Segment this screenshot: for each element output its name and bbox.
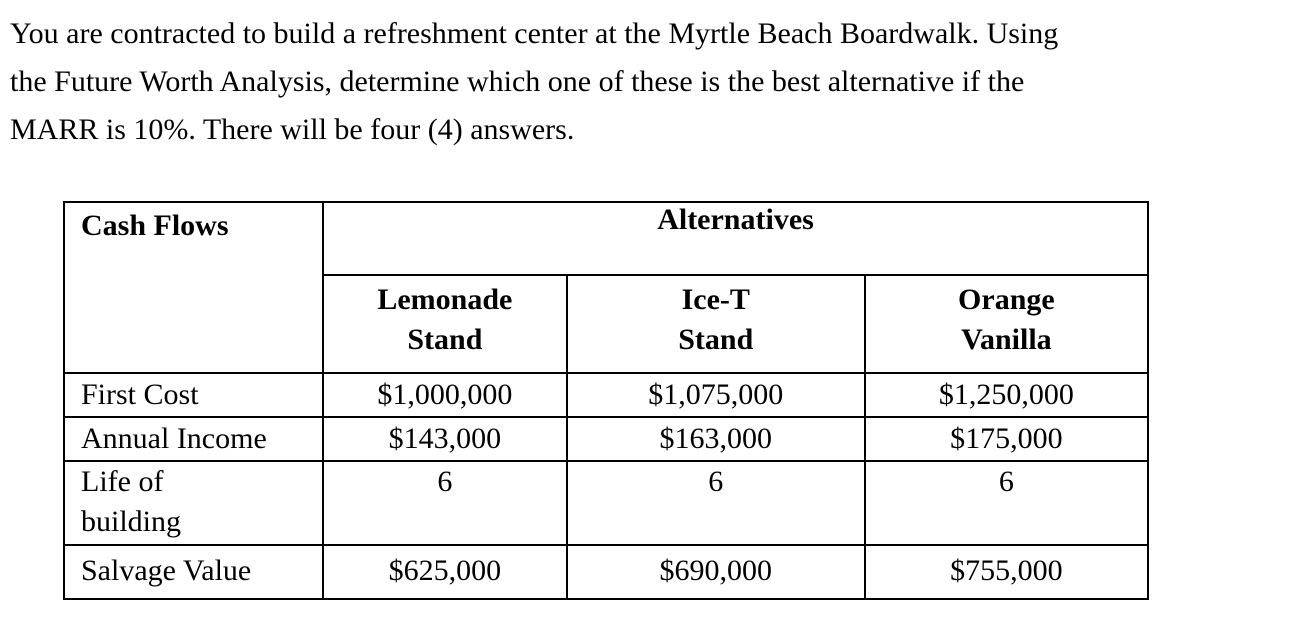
row-label: Life of building [64, 461, 323, 545]
table-header-row [64, 202, 1148, 275]
problem-line-3: MARR is 10%. There will be four (4) answers. [10, 113, 575, 146]
cell-value: $175,000 [865, 417, 1148, 461]
problem-line-2: the Future Worth Analysis, determine which one of these is the best alternative if the [10, 65, 1025, 98]
header-cash-flows: Cash Flows [64, 202, 323, 275]
cell-value: $625,000 [323, 545, 567, 599]
alternatives-row [64, 275, 1148, 373]
problem-statement [10, 10, 1290, 154]
problem-line-1: You are contracted to build a refreshment center at the Myrtle Beach Boardwalk. Using [10, 17, 1059, 50]
cell-value: 6 [323, 461, 567, 545]
table-row [64, 373, 1148, 417]
alt-name-line2: Vanilla [961, 323, 1052, 356]
cell-value: $1,075,000 [567, 373, 865, 417]
cell-value: $1,000,000 [323, 373, 567, 417]
alt-name-line2: Stand [678, 323, 754, 356]
cell-value: $163,000 [567, 417, 865, 461]
row-label: First Cost [64, 373, 323, 417]
header-alternatives: Alternatives [323, 202, 1148, 275]
header-blank-cell [64, 275, 323, 373]
alt-name-line1: Orange [958, 283, 1055, 316]
row-label: Annual Income [64, 417, 323, 461]
alt-name-line1: Ice-T [681, 283, 750, 316]
alt-name-line1: Lemonade [377, 283, 513, 316]
table-row [64, 545, 1148, 599]
cell-value: $755,000 [865, 545, 1148, 599]
row-label: Salvage Value [64, 545, 323, 599]
alt-lemonade-stand [323, 275, 567, 373]
alt-name-line2: Stand [407, 323, 483, 356]
cell-value: $690,000 [567, 545, 865, 599]
cell-value: 6 [567, 461, 865, 545]
alt-orange-vanilla [865, 275, 1148, 373]
cash-flows-table [63, 201, 1149, 600]
table-row [64, 417, 1148, 461]
table-row [64, 461, 1148, 545]
cell-value: $143,000 [323, 417, 567, 461]
cell-value: 6 [865, 461, 1148, 545]
cell-value: $1,250,000 [865, 373, 1148, 417]
alt-ice-t-stand [567, 275, 865, 373]
